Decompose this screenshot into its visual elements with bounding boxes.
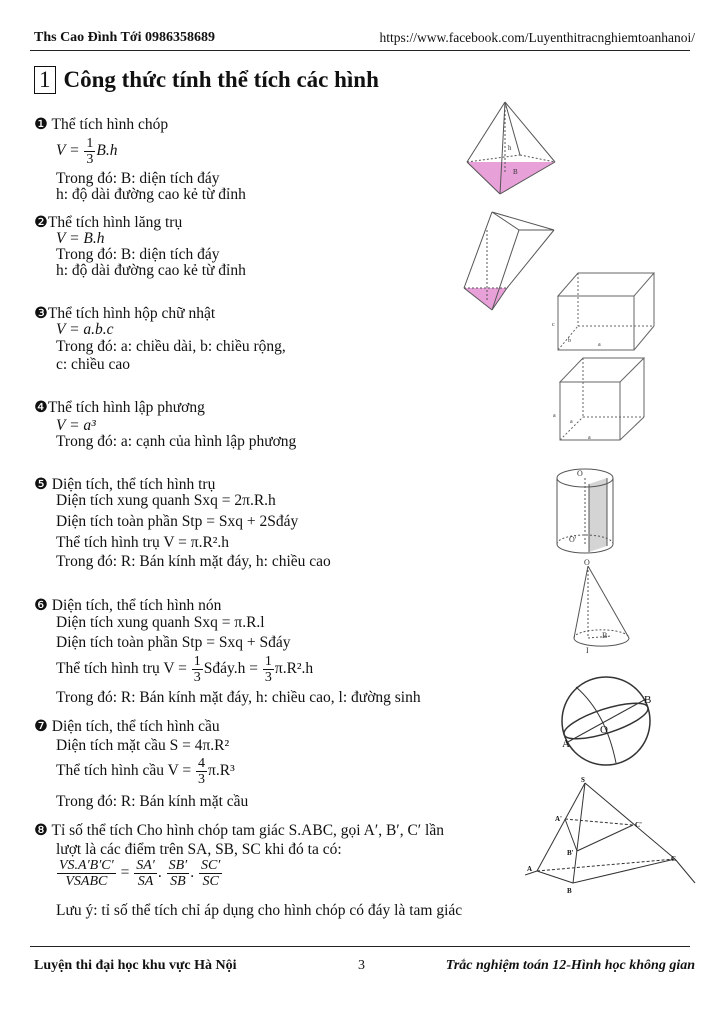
cone-figure <box>572 558 632 656</box>
prism-formula: V = B.h <box>56 230 105 247</box>
cone-heading: ❻ Diện tích, thể tích hình nón <box>34 597 222 614</box>
cylinder-o-label: O <box>577 469 583 478</box>
sphere-b-label: B <box>644 694 652 706</box>
footer-left: Luyện thi đại học khu vực Hà Nội <box>34 958 237 973</box>
pyramid-formula: V = $\frac{1}{3}$ B.h <box>56 136 118 167</box>
tetra-b-label: B <box>567 887 572 895</box>
sphere-line1: Diện tích mặt cầu S = 4π.R² <box>56 737 230 754</box>
cone-line2: Diện tích toàn phần Stp = Sxq + Sđáy <box>56 634 291 651</box>
sphere-figure <box>556 673 658 769</box>
tetra-bp-label: B' <box>567 849 574 857</box>
cone-o-label: O <box>584 558 590 567</box>
footer-right: Trắc nghiệm toán 12-Hình học không gian <box>445 958 695 973</box>
sphere-o-label: O <box>600 724 608 736</box>
box-heading: ❸Thể tích hình hộp chữ nhật <box>34 305 216 322</box>
cylinder-figure <box>553 464 621 560</box>
sphere-line3: Trong đó: R: Bán kính mặt cầu <box>56 793 249 810</box>
section-title-text: Công thức tính thể tích các hình <box>63 67 379 92</box>
cylinder-op-label: O' <box>569 535 577 544</box>
pyramid-heading: ❶ Thể tích hình chóp <box>34 116 169 133</box>
tetra-c-label: C <box>671 855 677 863</box>
cone-line3: Thể tích hình trụ V = $\frac{1}{3}$ Sđáy.h = $\frac{1}{3}$ π.R².h <box>56 654 314 685</box>
cone-line1: Diện tích xung quanh Sxq = π.R.l <box>56 614 265 631</box>
cube-heading: ❹Thể tích hình lập phương <box>34 399 205 416</box>
box-note1: Trong đó: a: chiều dài, b: chiều rộng, <box>56 338 286 355</box>
cone-i-label: I <box>586 646 589 655</box>
cone-line4: Trong đó: R: Bán kính mặt đáy, h: chiều cao, l: đường sinh <box>56 689 421 706</box>
pyramid-note2: h: độ dài đường cao kẻ từ đỉnh <box>56 186 246 203</box>
cylinder-heading: ❺ Diện tích, thể tích hình trụ <box>34 476 216 493</box>
section-number: 1 <box>34 66 56 94</box>
prism-note2: h: độ dài đường cao kẻ từ đỉnh <box>56 262 246 279</box>
box-b-label: b <box>568 338 571 344</box>
box-a-label: a <box>598 342 601 348</box>
pyramid-figure <box>465 100 565 200</box>
tetra-s-label: S <box>581 776 585 784</box>
cube-a3-label: a <box>588 435 591 441</box>
sphere-line2: Thể tích hình cầu V = $\frac{4}{3}$ π.R³ <box>56 756 235 787</box>
cylinder-line4: Trong đó: R: Bán kính mặt đáy, h: chiều cao <box>56 553 331 570</box>
sphere-a-label: A <box>562 738 570 750</box>
prism-note1: Trong đó: B: diện tích đáy <box>56 246 220 263</box>
box-formula: V = a.b.c <box>56 321 114 338</box>
cube-figure <box>548 355 653 445</box>
ratio-formula: $\frac{VS.A'B'C'}{\text{VSABC}}$ = $\frac{SA'}{SA}$ . $\frac{SB'}{SB}$ . $\frac{SC'}{SC}$ <box>59 858 221 889</box>
box-note2: c: chiều cao <box>56 356 131 373</box>
footer-rule <box>30 946 690 947</box>
cylinder-line1: Diện tích xung quanh Sxq = 2π.R.h <box>56 492 276 509</box>
footer-page-number: 3 <box>358 958 365 973</box>
cylinder-line2: Diện tích toàn phần Stp = Sxq + 2Sđáy <box>56 513 299 530</box>
box-c-label: c <box>552 322 555 328</box>
cube-a1-label: a <box>553 413 556 419</box>
section-title <box>34 66 379 94</box>
box-figure <box>548 270 658 354</box>
cylinder-line3: Thể tích hình trụ V = π.R².h <box>56 534 230 551</box>
header-author: Ths Cao Đình Tới 0986358689 <box>34 30 215 45</box>
cube-note1: Trong đó: a: cạnh của hình lập phương <box>56 433 297 450</box>
tetra-cp-label: C' <box>635 821 642 829</box>
ratio-heading: ❽ Tỉ số thể tích Cho hình chóp tam giác S.ABC, gọi A′, B′, C′ lần <box>34 822 444 839</box>
pyramid-note1: Trong đó: B: diện tích đáy <box>56 170 220 187</box>
ratio-line1: lượt là các điểm trên SA, SB, SC khi đó ta có: <box>56 841 342 858</box>
header-url[interactable]: https://www.facebook.com/Luyenthitracnghiemtoanhanoi/ <box>379 30 695 45</box>
sphere-heading: ❼ Diện tích, thể tích hình cầu <box>34 718 220 735</box>
tetra-ap-label: A' <box>555 815 562 823</box>
ratio-note: Lưu ý: tỉ số thể tích chỉ áp dụng cho hình chóp có đáy là tam giác <box>56 902 463 919</box>
header-rule <box>30 50 690 51</box>
cube-formula: V = a³ <box>56 417 96 434</box>
pyramid-h-label: h <box>508 144 512 152</box>
cube-a2-label: a <box>570 419 573 425</box>
prism-heading: ❷Thể tích hình lăng trụ <box>34 214 183 231</box>
tetrahedron-figure <box>525 775 705 910</box>
pyramid-b-label: B <box>513 168 518 176</box>
tetra-a-label: A <box>527 865 533 873</box>
cone-b-label: B <box>602 631 608 640</box>
